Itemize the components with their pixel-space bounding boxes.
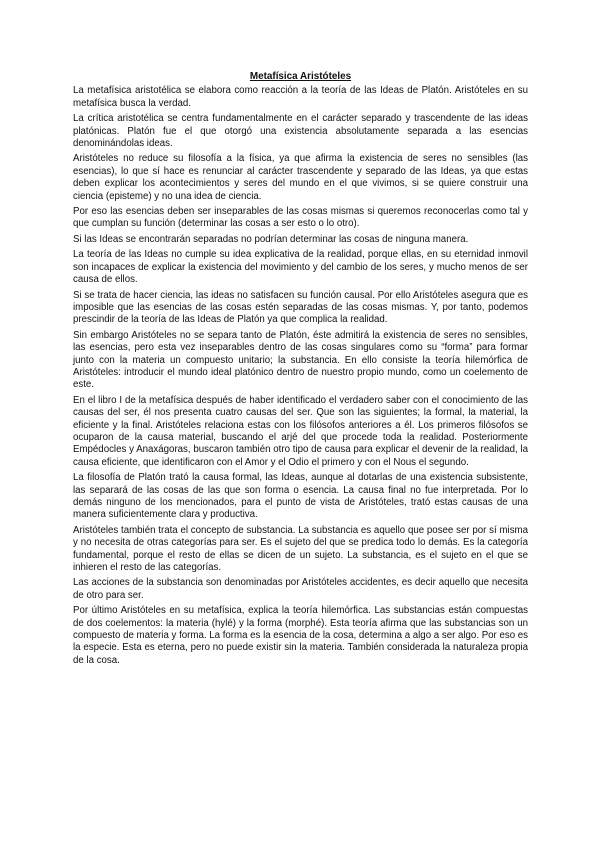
paragraph-11: Aristóteles también trata el concepto de substancia. La substancia es aquello que posee ser por sí misma y no necesita de otras categorías para ser. Es el sujeto del que se predica todo lo demás. Es la categoría fundamental, porque el resto de ellas se dicen de un sujeto. La substancia, es el sujeto en el que se inhieren el resto de las categorías. [73,524,528,574]
paragraph-1: La metafísica aristotélica se elabora como reacción a la teoría de las Ideas de Platón. Aristóteles en su metafísica busca la verdad. [73,85,528,109]
document-page [73,71,528,670]
paragraph-3: Aristóteles no reduce su filosofía a la física, ya que afirma la existencia de seres no sensibles (las esencias), lo que sí hace es renunciar al carácter trascendente y separado de las Ideas, ya que estas deben explicar los acontecimientos y seres del mundo en el que vivimos, si se quiere construir una ciencia (episteme) y no una idea de ciencia. [73,153,528,202]
paragraph-4: Por eso las esencias deben ser inseparables de las cosas mismas si queremos reconocerlas como tal y que cumplan su función (determinar las cosas a ser esto o lo otro). [73,206,528,230]
paragraph-9: En el libro I de la metafísica después de haber identificado el verdadero saber con el conocimiento de las causas del ser, él nos presenta cuatro causas del ser. Que son las siguientes; la formal, la material, la eficiente y la final. Aristóteles relaciona estas con los filósofos anteriores a él. Los primeros filósofos se ocuparon de la causa material, buscando el arjé del que procede toda la realidad. Posteriormente Empédocles y Anaxágoras, buscaron también otro tipo de causa para explicar el devenir de la realidad, la causa eficiente, que identificaron con el Amor y el Odio el primero y con el Nous el segundo. [73,394,528,468]
paragraph-8: Sin embargo Aristóteles no se separa tanto de Platón, éste admitirá la existencia de seres no sensibles, las esencias, pero esta vez inseparables dentro de las cosas singulares como su “forma” para formar junto con la materia un compuesto unitario; la substancia. En ello consiste la teoría hilemórfica de Aristóteles: introducir el mundo ideal platónico dentro de nuestro propio mundo, como un coelemento de este. [73,329,528,391]
document-title: Metafísica Aristóteles [249,71,352,82]
paragraph-7: Si se trata de hacer ciencia, las ideas no satisfacen su función causal. Por ello Aristóteles asegura que es imposible que las esencias de las cosas estén separadas de las cosas mismas. Y, por tanto, podemos prescindir de la teoría de las Ideas de Platón ya que complica la realidad. [73,289,528,326]
paragraph-10: La filosofía de Platón trató la causa formal, las Ideas, aunque al dotarlas de una existencia subsistente, las separará de las cosas de las que son forma o esencia. La causa final no fue interpretada. Por lo demás ninguno de los mencionados, para el punto de vista de Aristóteles, trató estas causas de una manera suficientemente clara y productiva. [73,472,528,521]
paragraph-2: La crítica aristotélica se centra fundamentalmente en el carácter separado y trascendente de las ideas platónicas. Platón fue el que otorgó una existencia absolutamente separada a las esencias denominándolas ideas. [73,113,528,150]
paragraph-12: Las acciones de la substancia son denominadas por Aristóteles accidentes, es decir aquello que necesita de otro para ser. [73,577,528,601]
paragraph-5: Si las Ideas se encontrarán separadas no podrían determinar las cosas de ninguna manera. [73,233,469,245]
paragraph-6: La teoría de las Ideas no cumple su idea explicativa de la realidad, porque ellas, en su eternidad inmovil son incapaces de explicar la existencia del movimiento y del cambio de los seres, y mucho menos de ser causa de ellos. [73,249,528,286]
paragraph-13: Por último Aristóteles en su metafísica, explica la teoría hilemórfica. Las substancias están compuestas de dos coelementos: la materia (hylé) y la forma (morphé). Esta teoría afirma que las substancias son un compuesto de materia y forma. La forma es la esencia de la cosa, determina a algo a ser algo. Por eso es la especie. Esta es eterna, pero no puede existir sin la materia. También considerada la naturaleza propia de la cosa. [73,605,529,666]
